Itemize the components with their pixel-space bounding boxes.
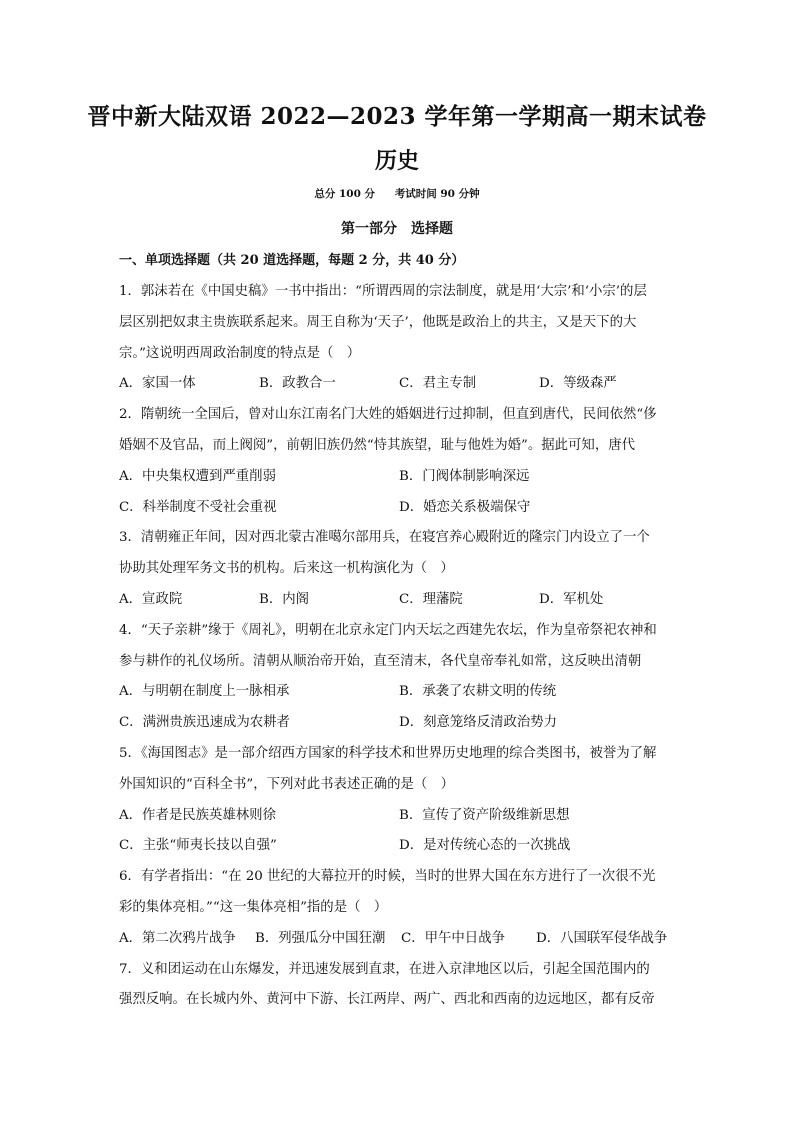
option-row: [119, 585, 679, 616]
question-list: [119, 277, 679, 1016]
total-score: 总分 100 分: [314, 188, 376, 200]
question-stem-line: 婚姻不及官品，而上阀阅”，前朝旧族仍然“恃其族望，耻与他姓为婚”。据此可知，唐代: [119, 437, 635, 453]
question-stem-line: 宗。”这说明西周政治制度的特点是（ ）: [119, 345, 361, 361]
answer-option[interactable]: B．列强瓜分中国狂潮: [255, 930, 386, 946]
answer-option[interactable]: A．宣政院: [119, 591, 183, 607]
option-row: [119, 924, 679, 955]
option-row: [119, 801, 679, 832]
answer-option[interactable]: D．八国联军侵华战争: [536, 930, 668, 946]
question-stem-line: 强烈反响。在长城内外、黄河中下游、长江两岸、两广、西北和西南的边远地区，都有反帝: [119, 992, 655, 1008]
answer-option[interactable]: C．理藩院: [399, 591, 463, 607]
option-row: [119, 493, 679, 524]
answer-option[interactable]: B．宣传了资产阶级维新思想: [399, 807, 570, 823]
exam-time: 考试时间 90 分钟: [394, 188, 480, 200]
question-1: [119, 277, 679, 400]
question-stem-line: 1．郭沫若在《中国史稿》一书中指出：“所谓西周的宗法制度，就是用‘大宗’和‘小宗’的层: [119, 284, 647, 299]
question-stem-line: 彩的集体亮相。”“这一集体亮相”指的是（ ）: [119, 899, 388, 915]
answer-option[interactable]: B．门阀体制影响深远: [399, 468, 530, 484]
question-stem-line: 6．有学者指出：“在 20 世纪的大幕拉开的时候，当时的世界大国在东方进行了一次很不光: [119, 869, 656, 885]
answer-option[interactable]: C．主张“师夷长技以自强”: [119, 838, 277, 854]
part-heading: 第一部分 选择题: [341, 221, 453, 237]
answer-option[interactable]: A．作者是民族英雄林则徐: [119, 807, 276, 823]
answer-option[interactable]: C．君主专制: [399, 376, 477, 392]
question-7: [119, 955, 679, 1017]
answer-option[interactable]: D．军机处: [539, 591, 604, 607]
answer-option[interactable]: C．满洲贵族迅速成为农耕者: [119, 715, 290, 731]
option-row: [119, 677, 679, 708]
question-stem-line: 7．义和团运动在山东爆发，并迅速发展到直隶，在进入京津地区以后，引起全国范围内的: [119, 961, 650, 977]
question-stem-line: 外国知识的“百科全书”，下列对此书表述正确的是（ ）: [119, 776, 455, 792]
answer-option[interactable]: D．刻意笼络反清政治势力: [399, 715, 558, 731]
answer-option[interactable]: C．甲午中日战争: [401, 930, 505, 946]
question-stem-line: 4．“天子亲耕”缘于《周礼》，明朝在北京永定门内天坛之西建先农坛，作为皇帝祭祀农神和: [119, 622, 657, 638]
answer-option[interactable]: B．内阁: [259, 591, 310, 607]
answer-option[interactable]: D．等级森严: [539, 376, 617, 392]
answer-option[interactable]: A．与明朝在制度上一脉相承: [119, 684, 290, 700]
option-row: [119, 462, 679, 493]
answer-option[interactable]: A．家国一体: [119, 376, 196, 392]
option-row: [119, 831, 679, 862]
question-4: [119, 616, 679, 739]
answer-option[interactable]: C．科举制度不受社会重视: [119, 499, 277, 515]
question-5: [119, 739, 679, 862]
question-stem-line: 协助其处理军务文书的机构。后来这一机构演化为（ ）: [119, 561, 454, 577]
question-stem-line: 参与耕作的礼仪场所。清朝从顺治帝开始，直至清末，各代皇帝奉礼如常，这反映出清朝: [119, 653, 642, 669]
subject-title: 历史: [374, 148, 419, 174]
answer-option[interactable]: A．第二次鸦片战争: [119, 930, 236, 946]
exam-title: 晋中新大陆双语 2022—2023 学年第一学期高一期末试卷: [87, 103, 707, 130]
option-row: [119, 708, 679, 739]
question-stem-line: 2．隋朝统一全国后，曾对山东江南名门大姓的婚姻进行过抑制，但直到唐代，民间依然“侈: [119, 407, 657, 423]
answer-option[interactable]: D．婚恋关系极端保守: [399, 499, 531, 515]
answer-option[interactable]: B．承袭了农耕文明的传统: [399, 684, 557, 700]
answer-option[interactable]: B．政教合一: [259, 376, 336, 392]
question-stem-line: 5．《海国图志》是一部介绍西方国家的科学技术和世界历史地理的综合类图书，被誉为了解: [119, 745, 657, 761]
exam-meta: [0, 186, 794, 201]
option-row: [119, 369, 679, 400]
question-stem-line: 3．清朝雍正年间，因对西北蒙古准噶尔部用兵，在寝宫养心殿附近的隆宗门内设立了一个: [119, 530, 650, 546]
question-stem-line: 层区别把奴隶主贵族联系起来。周王自称为‘天子’，他既是政治上的共主，又是天下的大: [119, 314, 637, 330]
question-2: [119, 400, 679, 523]
answer-option[interactable]: D．是对传统心态的一次挑战: [399, 838, 571, 854]
answer-option[interactable]: A．中央集权遭到严重削弱: [119, 468, 276, 484]
question-6: [119, 862, 679, 954]
question-3: [119, 523, 679, 615]
section-heading: 一、单项选择题（共 20 道选择题，每题 2 分，共 40 分）: [119, 253, 465, 268]
